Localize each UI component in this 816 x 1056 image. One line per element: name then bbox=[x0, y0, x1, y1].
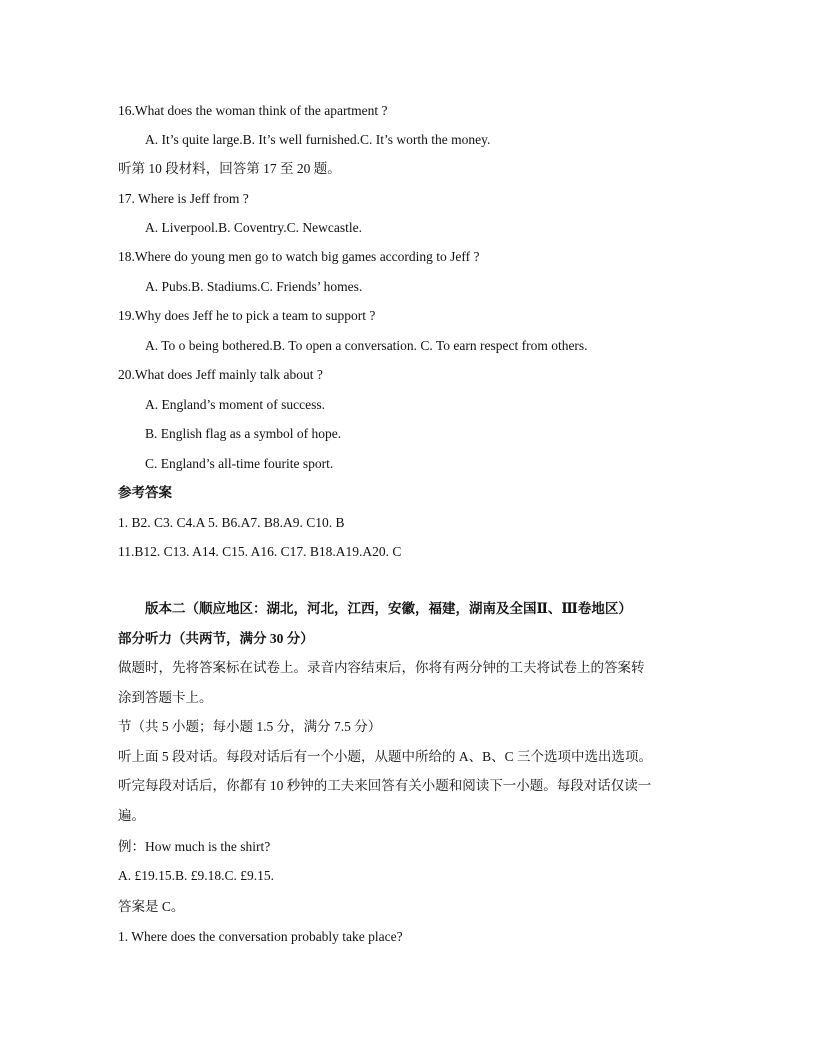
question-20-option-c: C. England’s all-time fourite sport. bbox=[145, 456, 334, 471]
question-20-option-b: B. English flag as a symbol of hope. bbox=[145, 426, 342, 441]
section-instruction-10: 听第 10 段材料，回答第 17 至 20 题。 bbox=[118, 161, 341, 176]
question-1: 1. Where does the conversation probably take place? bbox=[118, 929, 403, 944]
question-17-options: A. Liverpool.B. Coventry.C. Newcastle. bbox=[145, 220, 362, 235]
listening-part-heading: 部分听力（共两节，满分 30 分） bbox=[118, 631, 314, 646]
version-two-heading: 版本二（顺应地区：湖北，河北，江西，安徽，福建，湖南及全国Ⅱ、Ⅲ卷地区） bbox=[145, 601, 632, 616]
section-instruction-line-3: 遍。 bbox=[118, 808, 145, 823]
question-20: 20.What does Jeff mainly talk about ? bbox=[118, 367, 323, 382]
question-20-option-a: A. England’s moment of success. bbox=[145, 397, 325, 412]
section-heading: 节（共 5 小题；每小题 1.5 分，满分 7.5 分） bbox=[118, 719, 382, 734]
answer-key-1-10: 1. B2. C3. C4.A 5. B6.A7. B8.A9. C10. B bbox=[118, 515, 345, 530]
instruction-line-1: 做题时，先将答案标在试卷上。录音内容结束后，你将有两分钟的工夫将试卷上的答案转 bbox=[118, 660, 645, 675]
question-18: 18.Where do young men go to watch big games according to Jeff ? bbox=[118, 249, 480, 264]
question-16-options: A. It’s quite large.B. It’s well furnished.C. It’s worth the money. bbox=[145, 132, 491, 147]
question-19: 19.Why does Jeff he to pick a team to support ? bbox=[118, 308, 376, 323]
instruction-line-2: 涂到答题卡上。 bbox=[118, 690, 213, 705]
section-instruction-line-1: 听上面 5 段对话。每段对话后有一个小题，从题中所给的 A、B、C 三个选项中选出选项。 bbox=[118, 749, 653, 764]
answer-key-heading: 参考答案 bbox=[118, 485, 172, 500]
question-18-options: A. Pubs.B. Stadiums.C. Friends’ homes. bbox=[145, 279, 363, 294]
example-options: A. £19.15.B. £9.18.C. £9.15. bbox=[118, 868, 275, 883]
section-instruction-line-2: 听完每段对话后，你都有 10 秒钟的工夫来回答有关小题和阅读下一小题。每段对话仅读一 bbox=[118, 778, 652, 793]
answer-key-11-20: 11.B12. C13. A14. C15. A16. C17. B18.A19.A20. C bbox=[118, 544, 402, 559]
question-16: 16.What does the woman think of the apartment ? bbox=[118, 103, 388, 118]
question-19-options: A. To o being bothered.B. To open a conversation. C. To earn respect from others. bbox=[145, 338, 588, 353]
example-question: 例：How much is the shirt? bbox=[118, 839, 271, 854]
example-answer: 答案是 C。 bbox=[118, 899, 185, 914]
question-17: 17. Where is Jeff from ? bbox=[118, 191, 249, 206]
